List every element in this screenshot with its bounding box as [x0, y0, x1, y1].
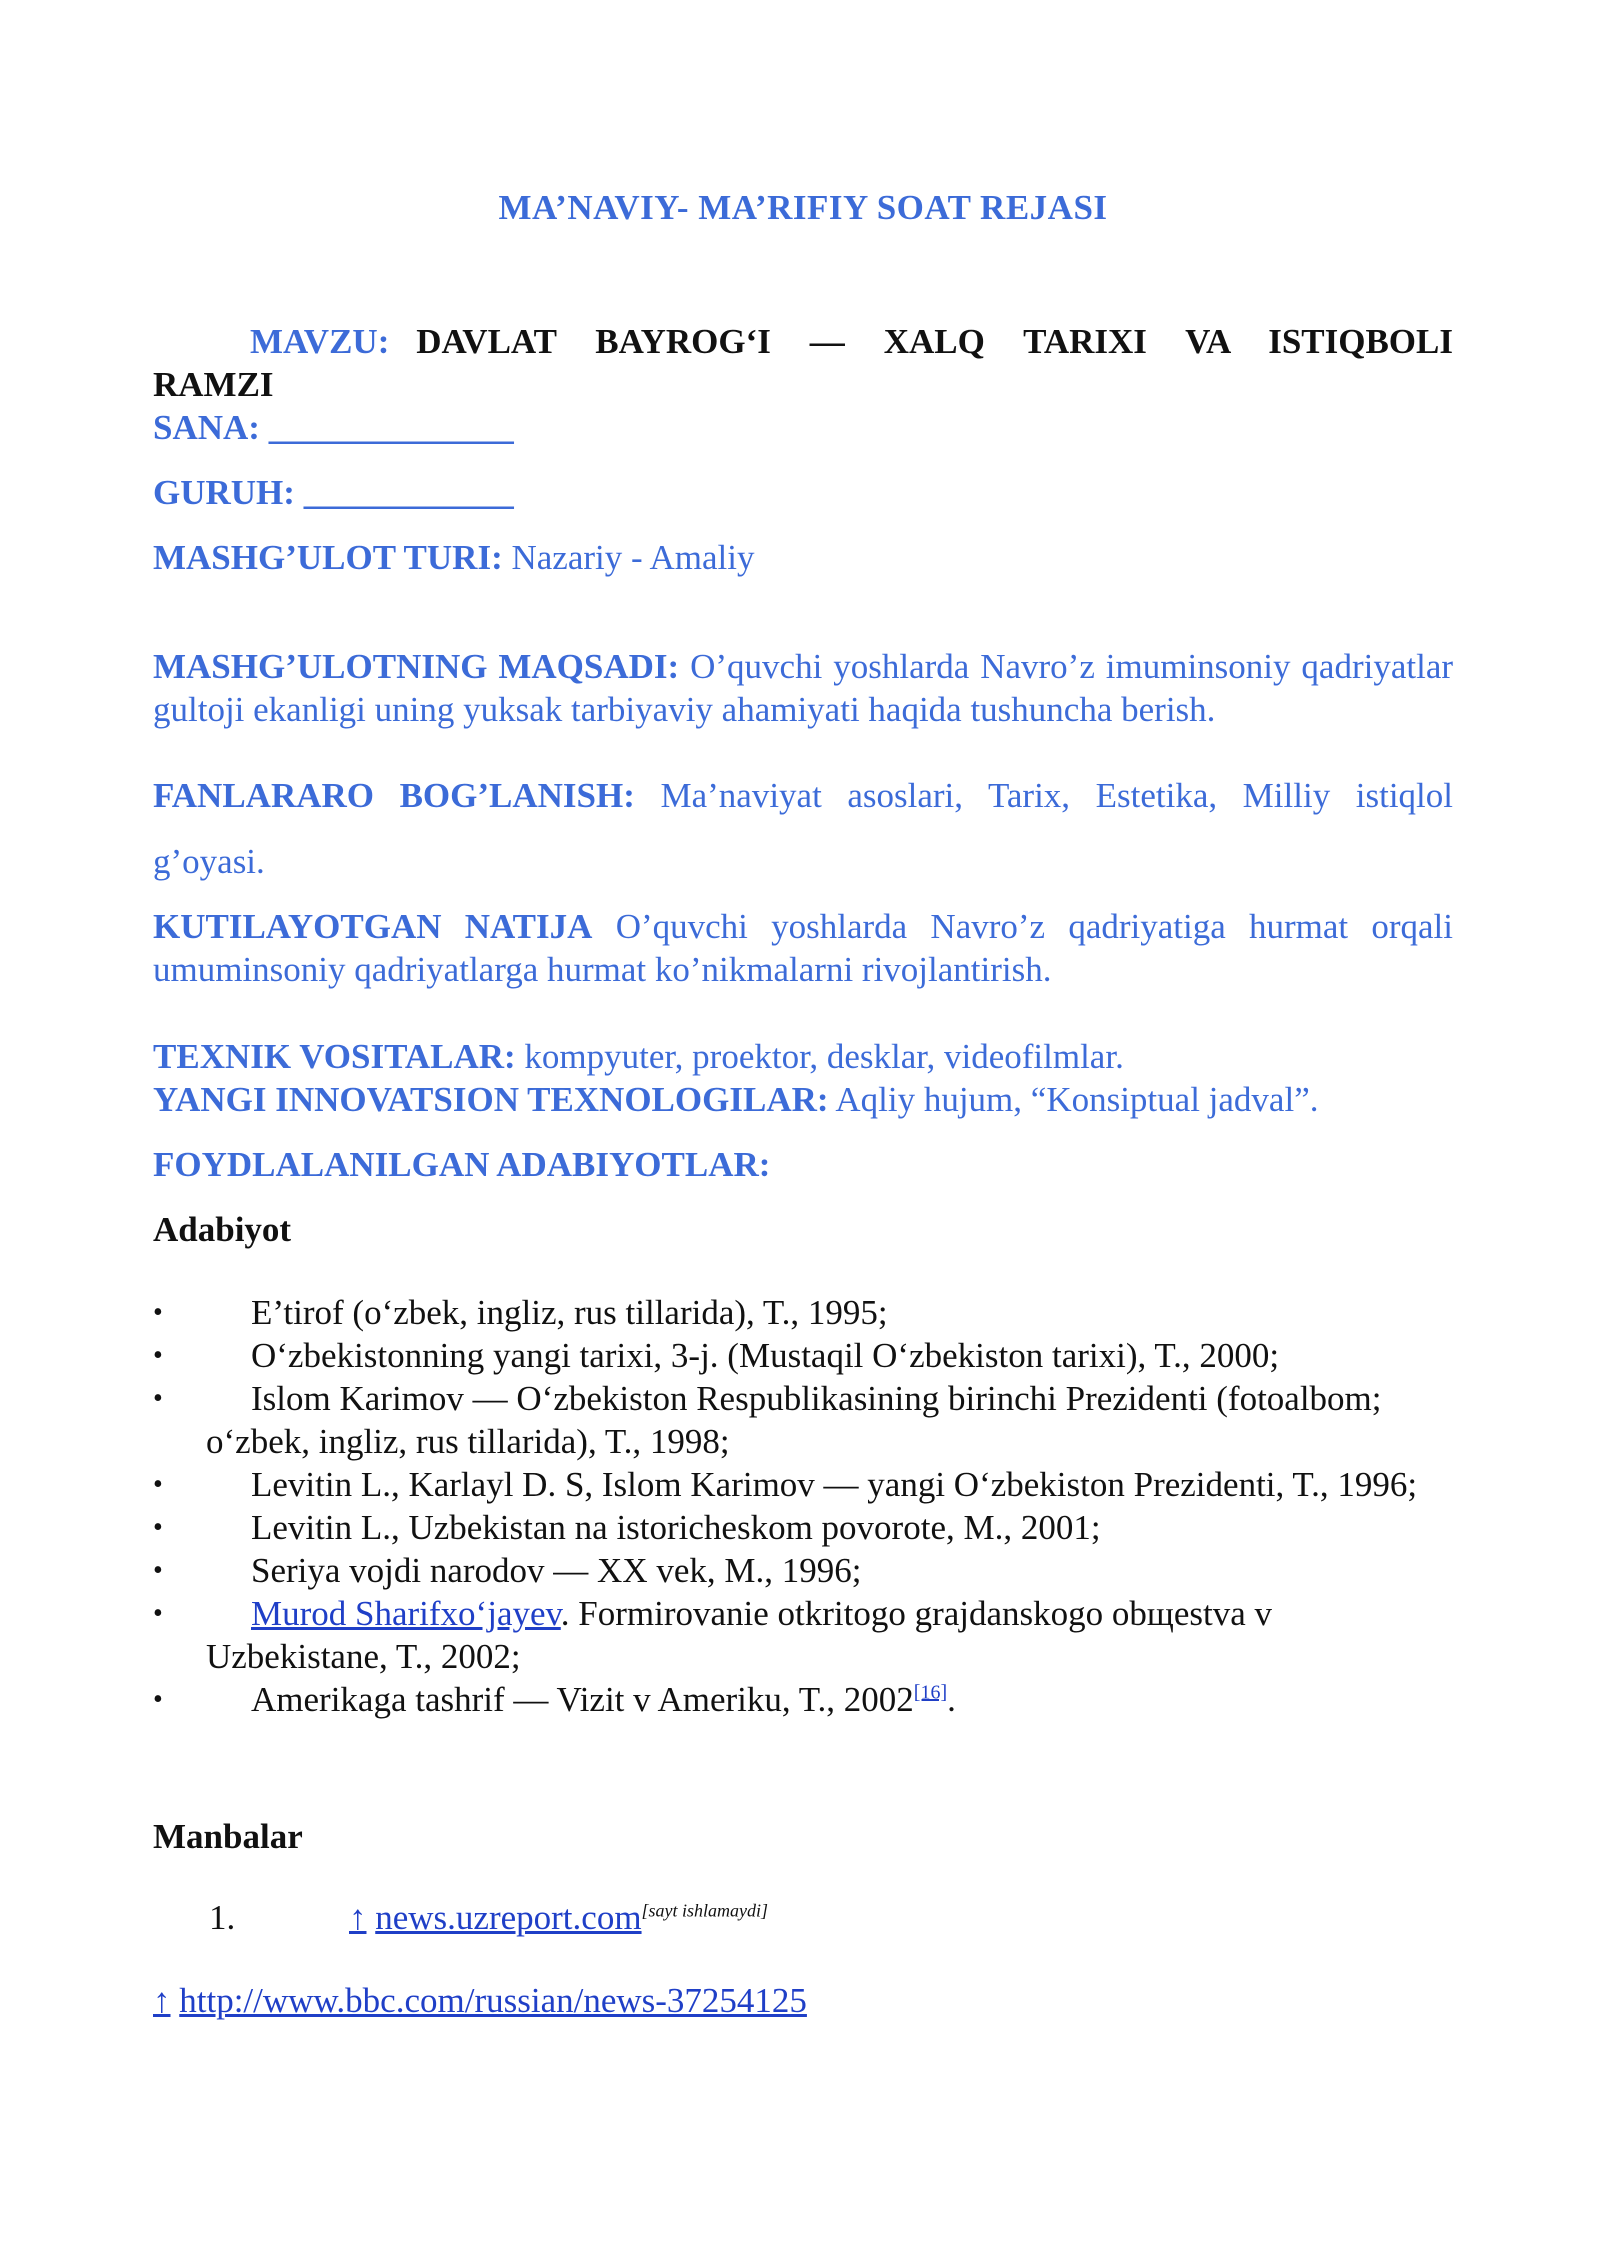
session-type-value: Nazariy - Amaliy — [511, 538, 755, 577]
interdisciplinary-value: Ma’naviyat asoslari, Tarix, Estetika, Milliy istiqlol — [660, 776, 1454, 815]
bullet-icon: • — [153, 1340, 163, 1371]
topic-label: MAVZU: — [250, 322, 390, 361]
list-item — [153, 1291, 1453, 1334]
innovation-label: YANGI INNOVATSION TEXNOLOGILAR: — [153, 1080, 829, 1119]
list-item-tail: . — [947, 1680, 956, 1719]
group-blank: ____________ — [303, 473, 514, 512]
source-item — [209, 1896, 768, 1939]
literature-list — [153, 1291, 1453, 1721]
group-line — [153, 471, 1453, 514]
list-item — [153, 1463, 1453, 1506]
back-arrow-link[interactable]: ↑ — [153, 1981, 171, 2020]
innovation-value: Aqliy hujum, “Konsiptual jadval”. — [835, 1080, 1319, 1119]
source-item — [153, 1979, 1453, 2022]
footnote-ref-link[interactable]: [16] — [913, 1681, 948, 1704]
technical-tools-line — [153, 1035, 1453, 1078]
expected-result-value: O’quvchi yoshlarda Navro’z qadriyatiga hurmat orqali umuminsoniy qadriyatlarga hurmat ko’nikmalarni rivojlantirish. — [153, 907, 1454, 989]
bullet-icon: • — [153, 1512, 163, 1543]
innovation-line — [153, 1078, 1453, 1121]
list-item-text: Islom Karimov — O‘zbekiston Respublikasining birinchi Prezidenti (fotoalbom; o‘zbek, ingliz, rus tillarida), T., 1998; — [206, 1379, 1382, 1461]
list-item-main: Amerikaga tashrif — Vizit v Ameriku, T., 2002 — [251, 1680, 914, 1719]
list-item — [153, 1678, 1453, 1721]
session-type-line — [153, 536, 1453, 579]
interdisciplinary-label: FANLARARO BOG’LANISH: — [153, 776, 635, 815]
author-link[interactable]: Murod Sharifxo‘jayev — [251, 1594, 561, 1633]
bullet-icon: • — [153, 1297, 163, 1328]
list-item — [153, 1334, 1453, 1377]
sources-heading: Manbalar — [153, 1817, 303, 1856]
source-number: 1. — [209, 1898, 236, 1937]
session-type-label: MASHG’ULOT TURI: — [153, 538, 503, 577]
topic-value: DAVLAT BAYROG‘I — XALQ TARIXI VA ISTIQBOLI RAMZI — [153, 322, 1454, 404]
date-label: SANA: — [153, 408, 260, 447]
interdisciplinary-continuation: g’oyasi. — [153, 842, 265, 881]
list-item-text: Levitin L., Karlayl D. S, Islom Karimov — yangi O‘zbekiston Prezidenti, T., 1996; — [251, 1465, 1418, 1504]
list-item-text: Levitin L., Uzbekistan na istoricheskom povorote, M., 2001; — [251, 1508, 1101, 1547]
goal-paragraph — [153, 645, 1453, 731]
bullet-icon: • — [153, 1555, 163, 1586]
list-item — [153, 1592, 1453, 1678]
source-note: [sayt ishlamaydi] — [641, 1900, 769, 1921]
technical-tools-value: kompyuter, proektor, desklar, videofilmlar. — [524, 1037, 1124, 1076]
expected-result-paragraph — [153, 905, 1453, 991]
bullet-icon: • — [153, 1383, 163, 1414]
list-item-rest: . Formirovanie otkritogo grajdanskogo obщestva v Uzbekistane, T., 2002; — [206, 1594, 1273, 1676]
goal-value: O’quvchi yoshlarda Navro’z imuminsoniy qadriyatlar gultoji ekanligi uning yuksak tarbiyaviy ahamiyati haqida tushuncha berish. — [153, 647, 1454, 729]
date-blank: ______________ — [268, 408, 514, 447]
references-heading: FOYDLALANILGAN ADABIYOTLAR: — [153, 1145, 771, 1184]
date-line — [153, 406, 1453, 449]
literature-heading: Adabiyot — [153, 1210, 292, 1249]
goal-label: MASHG’ULOTNING MAQSADI: — [153, 647, 680, 686]
list-item — [153, 1506, 1453, 1549]
page-title: MA’NAVIY- MA’RIFIY SOAT REJASI — [498, 188, 1108, 227]
group-label: GURUH: — [153, 473, 295, 512]
list-item-text: E’tirof (o‘zbek, ingliz, rus tillarida), T., 1995; — [251, 1293, 888, 1332]
back-arrow-link[interactable]: ↑ — [349, 1898, 367, 1937]
source-link[interactable]: http://www.bbc.com/russian/news-37254125 — [179, 1981, 807, 2020]
bullet-icon: • — [153, 1469, 163, 1500]
topic-line — [153, 320, 1453, 406]
source-link[interactable]: news.uzreport.com — [375, 1898, 642, 1937]
list-item — [153, 1377, 1453, 1463]
list-item-text: O‘zbekistonning yangi tarixi, 3-j. (Mustaqil O‘zbekiston tarixi), T., 2000; — [251, 1336, 1280, 1375]
expected-result-label: KUTILAYOTGAN NATIJA — [153, 907, 593, 946]
list-item-text: Seriya vojdi narodov — XX vek, M., 1996; — [251, 1551, 862, 1590]
interdisciplinary-line — [153, 774, 1453, 817]
bullet-icon: • — [153, 1598, 163, 1629]
technical-tools-label: TEXNIK VOSITALAR: — [153, 1037, 516, 1076]
list-item — [153, 1549, 1453, 1592]
list-item-text — [206, 1592, 1453, 1678]
bullet-icon: • — [153, 1684, 163, 1715]
list-item-text — [206, 1678, 1453, 1721]
